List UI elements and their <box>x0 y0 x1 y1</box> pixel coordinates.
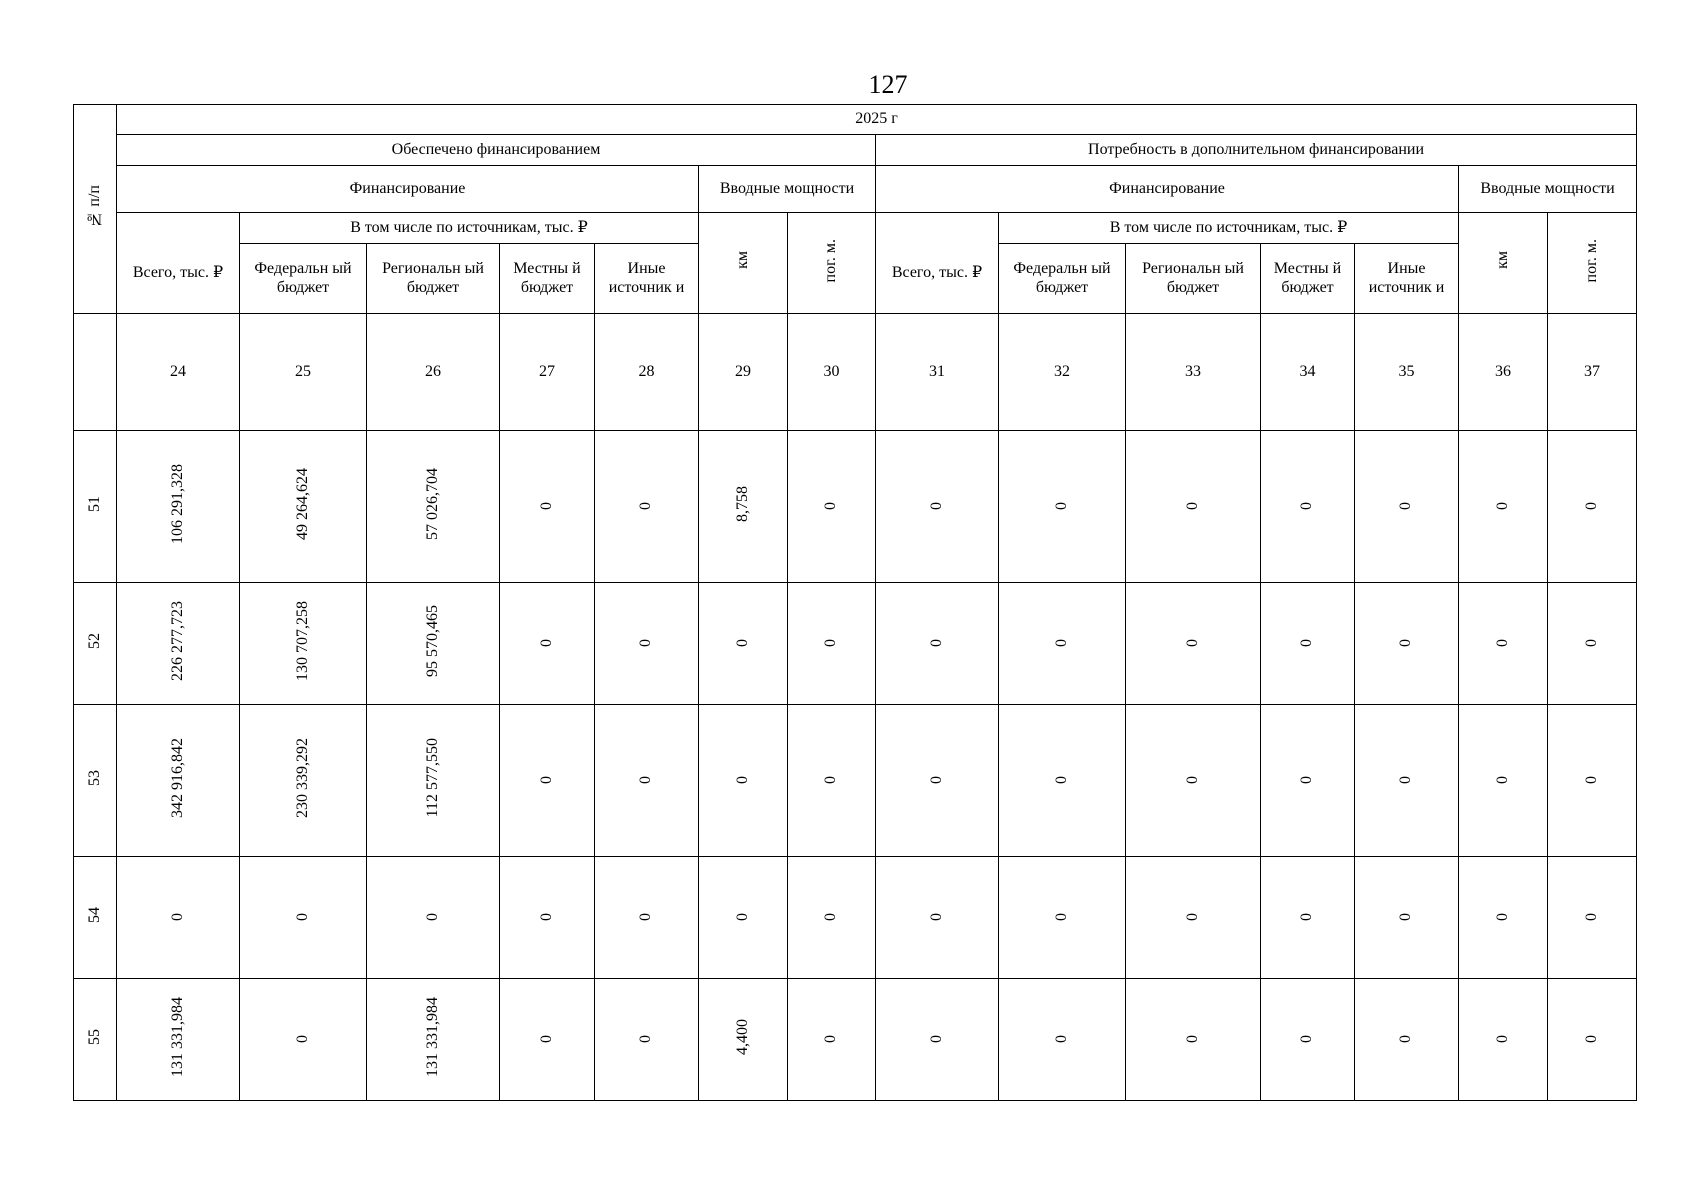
value-cell <box>1355 979 1459 1101</box>
value-cell <box>367 431 500 583</box>
value-cell <box>367 705 500 857</box>
cell-value: 131 331,984 <box>168 996 186 1077</box>
cell-value: 0 <box>1582 776 1600 785</box>
capacity-header: Вводные мощности <box>699 166 876 213</box>
row-number: 51 <box>85 495 103 512</box>
value-cell <box>788 583 876 705</box>
column-number: 27 <box>500 314 595 431</box>
cell-value: 0 <box>1298 776 1316 785</box>
column-number: 34 <box>1261 314 1355 431</box>
value-cell <box>595 705 699 857</box>
cell-value: 0 <box>537 502 555 511</box>
value-cell <box>500 857 595 979</box>
federal-header: Федеральн ый бюджет <box>240 244 367 314</box>
cell-value: 0 <box>1582 1035 1600 1044</box>
value-cell <box>1548 431 1637 583</box>
table-row <box>74 583 1637 705</box>
cell-value: 95 570,465 <box>423 604 441 677</box>
cell-value: 112 577,550 <box>423 738 441 818</box>
cell-value: 0 <box>1183 776 1201 785</box>
value-cell <box>1261 857 1355 979</box>
cell-value: 0 <box>1298 913 1316 922</box>
cell-value: 0 <box>537 639 555 648</box>
cell-value: 0 <box>1397 913 1415 922</box>
cell-value: 0 <box>293 913 311 922</box>
column-number: 32 <box>999 314 1126 431</box>
row-number-cell <box>74 431 117 583</box>
value-cell <box>1261 979 1355 1101</box>
value-cell <box>1355 857 1459 979</box>
value-cell <box>1459 583 1548 705</box>
cell-value: 0 <box>1582 502 1600 511</box>
cell-value: 0 <box>637 776 655 785</box>
table-row <box>74 979 1637 1101</box>
value-cell <box>876 705 999 857</box>
value-cell <box>240 705 367 857</box>
km-header-cell <box>699 213 788 314</box>
value-cell <box>1459 431 1548 583</box>
cell-value: 131 331,984 <box>423 996 441 1077</box>
value-cell <box>1459 857 1548 979</box>
value-cell <box>1261 705 1355 857</box>
cell-value: 0 <box>822 502 840 511</box>
cell-value: 106 291,328 <box>168 463 186 544</box>
value-cell <box>1548 979 1637 1101</box>
table-row <box>74 705 1637 857</box>
row-number-cell <box>74 705 117 857</box>
cell-value: 0 <box>537 776 555 785</box>
pog-m-header-cell <box>788 213 876 314</box>
value-cell <box>1261 583 1355 705</box>
local-header: Местны й бюджет <box>1261 244 1355 314</box>
by-sources-header: В том числе по источникам, тыс. ₽ <box>999 213 1459 244</box>
cell-value: 0 <box>293 1035 311 1044</box>
cell-value: 0 <box>1397 776 1415 785</box>
cell-value: 0 <box>1052 1035 1070 1044</box>
value-cell <box>500 979 595 1101</box>
row-number-cell <box>74 583 117 705</box>
cell-value: 0 <box>927 913 945 922</box>
row-number-cell <box>74 979 117 1101</box>
value-cell <box>595 857 699 979</box>
other-header: Иные источник и <box>1355 244 1459 314</box>
cell-value: 0 <box>637 639 655 648</box>
by-sources-header: В том числе по источникам, тыс. ₽ <box>240 213 699 244</box>
value-cell <box>117 857 240 979</box>
federal-header: Федеральн ый бюджет <box>999 244 1126 314</box>
capacity-header: Вводные мощности <box>1459 166 1637 213</box>
value-cell <box>367 583 500 705</box>
value-cell <box>117 705 240 857</box>
table-row <box>74 857 1637 979</box>
cell-value: 0 <box>1183 913 1201 922</box>
value-cell <box>1126 979 1261 1101</box>
cell-value: 0 <box>1052 776 1070 785</box>
value-cell <box>1126 857 1261 979</box>
value-cell <box>999 857 1126 979</box>
cell-value: 0 <box>1397 502 1415 511</box>
column-number: 28 <box>595 314 699 431</box>
cell-value: 8,758 <box>733 485 751 522</box>
value-cell <box>1355 705 1459 857</box>
value-cell <box>999 979 1126 1101</box>
cell-value: 0 <box>733 639 751 648</box>
value-cell <box>999 705 1126 857</box>
column-number-empty <box>74 314 117 431</box>
cell-value: 0 <box>733 913 751 922</box>
column-number: 36 <box>1459 314 1548 431</box>
cell-value: 0 <box>537 1035 555 1044</box>
value-cell <box>367 979 500 1101</box>
cell-value: 342 916,842 <box>168 737 186 818</box>
value-cell <box>1459 979 1548 1101</box>
value-cell <box>788 705 876 857</box>
value-cell <box>367 857 500 979</box>
cell-value: 0 <box>822 1035 840 1044</box>
cell-value: 0 <box>637 1035 655 1044</box>
cell-value: 230 339,292 <box>293 737 311 818</box>
pog-m-header-cell <box>1548 213 1637 314</box>
financing-table <box>73 104 1637 1101</box>
value-cell <box>1126 705 1261 857</box>
column-number: 24 <box>117 314 240 431</box>
cell-value: 0 <box>927 502 945 511</box>
cell-value: 0 <box>1493 639 1511 648</box>
value-cell <box>1548 583 1637 705</box>
cell-value: 0 <box>822 639 840 648</box>
cell-value: 0 <box>1183 639 1201 648</box>
value-cell <box>788 431 876 583</box>
cell-value: 0 <box>1052 502 1070 511</box>
column-number: 31 <box>876 314 999 431</box>
need-group-header: Потребность в дополнительном финансировании <box>876 135 1637 166</box>
value-cell <box>1355 583 1459 705</box>
value-cell <box>1355 431 1459 583</box>
cell-value: 0 <box>1298 639 1316 648</box>
cell-value: 0 <box>1052 639 1070 648</box>
cell-value: 0 <box>1493 913 1511 922</box>
value-cell <box>500 705 595 857</box>
value-cell <box>117 431 240 583</box>
row-number-cell <box>74 857 117 979</box>
column-number: 33 <box>1126 314 1261 431</box>
value-cell <box>500 431 595 583</box>
value-cell <box>1459 705 1548 857</box>
km-header-cell <box>1459 213 1548 314</box>
other-header: Иные источник и <box>595 244 699 314</box>
value-cell <box>876 979 999 1101</box>
value-cell <box>876 583 999 705</box>
value-cell <box>1548 705 1637 857</box>
pog-m-header: пог. м. <box>822 238 840 283</box>
value-cell <box>117 583 240 705</box>
cell-value: 0 <box>1298 502 1316 511</box>
value-cell <box>595 583 699 705</box>
year-header: 2025 г <box>117 105 1637 135</box>
value-cell <box>1126 583 1261 705</box>
row-number: 53 <box>85 769 103 786</box>
pog-m-header: пог. м. <box>1582 238 1600 283</box>
total-header: Всего, тыс. ₽ <box>117 213 240 314</box>
cell-value: 130 707,258 <box>293 600 311 681</box>
row-number: 54 <box>85 906 103 923</box>
cell-value: 0 <box>1493 1035 1511 1044</box>
column-number: 35 <box>1355 314 1459 431</box>
value-cell <box>240 431 367 583</box>
cell-value: 0 <box>927 639 945 648</box>
total-header: Всего, тыс. ₽ <box>876 213 999 314</box>
cell-value: 0 <box>927 776 945 785</box>
value-cell <box>595 431 699 583</box>
value-cell <box>699 431 788 583</box>
table-row <box>74 431 1637 583</box>
cell-value: 49 264,624 <box>293 467 311 540</box>
cell-value: 0 <box>1183 502 1201 511</box>
km-header: км <box>733 251 751 270</box>
local-header: Местны й бюджет <box>500 244 595 314</box>
cell-value: 0 <box>537 913 555 922</box>
cell-value: 0 <box>1052 913 1070 922</box>
cell-value: 0 <box>927 1035 945 1044</box>
value-cell <box>240 583 367 705</box>
cell-value: 0 <box>1582 913 1600 922</box>
value-cell <box>240 857 367 979</box>
value-cell <box>1261 431 1355 583</box>
cell-value: 0 <box>1397 639 1415 648</box>
value-cell <box>117 979 240 1101</box>
value-cell <box>1126 431 1261 583</box>
cell-value: 4,400 <box>733 1018 751 1055</box>
value-cell <box>876 857 999 979</box>
secured-group-header: Обеспечено финансированием <box>117 135 876 166</box>
value-cell <box>699 705 788 857</box>
cell-value: 0 <box>637 502 655 511</box>
cell-value: 0 <box>1298 1035 1316 1044</box>
value-cell <box>240 979 367 1101</box>
value-cell <box>999 431 1126 583</box>
cell-value: 0 <box>1493 502 1511 511</box>
value-cell <box>788 979 876 1101</box>
page-number: 127 <box>868 70 908 99</box>
regional-header: Региональн ый бюджет <box>1126 244 1261 314</box>
value-cell <box>699 583 788 705</box>
value-cell <box>500 583 595 705</box>
cell-value: 0 <box>637 913 655 922</box>
cell-value: 0 <box>1183 1035 1201 1044</box>
cell-value: 0 <box>1493 776 1511 785</box>
column-number: 29 <box>699 314 788 431</box>
cell-value: 0 <box>168 913 186 922</box>
column-number: 26 <box>367 314 500 431</box>
num-header: № п/п <box>85 185 103 228</box>
financing-header: Финансирование <box>876 166 1459 213</box>
cell-value: 0 <box>822 776 840 785</box>
regional-header: Региональн ый бюджет <box>367 244 500 314</box>
cell-value: 0 <box>1582 639 1600 648</box>
cell-value: 0 <box>822 913 840 922</box>
column-numbers-row <box>74 314 1637 431</box>
value-cell <box>788 857 876 979</box>
num-header-cell <box>74 105 117 314</box>
column-number: 25 <box>240 314 367 431</box>
cell-value: 0 <box>1397 1035 1415 1044</box>
value-cell <box>699 857 788 979</box>
value-cell <box>999 583 1126 705</box>
cell-value: 0 <box>733 776 751 785</box>
cell-value: 57 026,704 <box>423 467 441 540</box>
cell-value: 226 277,723 <box>168 600 186 681</box>
column-number: 30 <box>788 314 876 431</box>
value-cell <box>595 979 699 1101</box>
km-header: км <box>1493 251 1511 270</box>
column-number: 37 <box>1548 314 1637 431</box>
financing-header: Финансирование <box>117 166 699 213</box>
value-cell <box>1548 857 1637 979</box>
row-number: 55 <box>85 1028 103 1045</box>
value-cell <box>699 979 788 1101</box>
value-cell <box>876 431 999 583</box>
cell-value: 0 <box>423 913 441 922</box>
row-number: 52 <box>85 632 103 649</box>
